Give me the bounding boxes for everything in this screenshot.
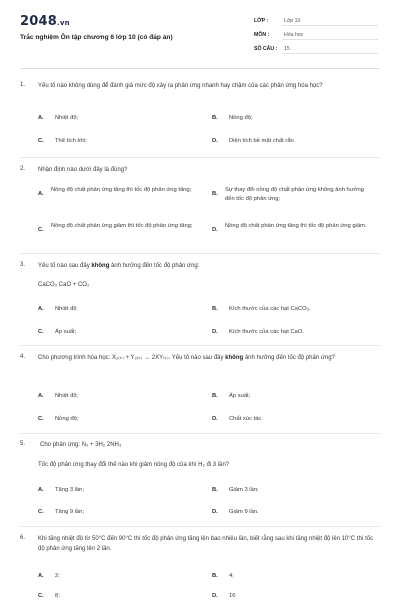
- option-letter: C.: [38, 138, 44, 144]
- logo-text: 2048: [20, 14, 57, 29]
- meta-underline: [282, 25, 378, 26]
- logo-suffix: .vn: [56, 19, 70, 27]
- option-text: Thể tích khí;: [55, 138, 87, 144]
- question-number: 2.: [20, 166, 26, 172]
- meta-value: Lớp 10: [284, 18, 301, 24]
- meta-key: SỐ CÂU :: [254, 46, 278, 52]
- option-letter: A.: [38, 115, 44, 121]
- question-sub-stem: Tốc độ phản ứng thay đổi thế nào khi giảm nồng độ của khí H₂ đi 3 lần?: [38, 462, 230, 468]
- question-stem: Khi tăng nhiệt độ từ 50°C đến 90°C thì tốc độ phản ứng tăng lên bao nhiêu lần, biết rằng sau khi tăng nhiệt độ lên 10°C thì tốc độ phản ứng tăng lên 2 lần.: [38, 536, 374, 552]
- question-number: 4.: [20, 354, 26, 360]
- question-stem: Yếu tố nào không dùng để đánh giá mức độ xảy ra phản ứng nhanh hay chậm của các phản ứng hóa học?: [38, 83, 323, 89]
- option-letter: B.: [212, 573, 218, 579]
- option-letter: C.: [38, 593, 44, 599]
- option-text: Diện tích bề mặt chất rắn: [229, 138, 294, 144]
- option-text: Tăng 3 lần;: [55, 487, 85, 493]
- reaction-formula: CaCO₃ CaO + CO₂: [38, 282, 90, 288]
- option-text: Nồng độ chất phản ứng tăng thì tốc độ phản ứng giảm.: [225, 223, 367, 229]
- option-text: Nhiệt độ;: [55, 115, 79, 121]
- option-text: Nhiệt độ;: [55, 393, 79, 399]
- option-letter: C.: [38, 509, 44, 515]
- option-text: Nồng độ chất phản ứng giảm thì tốc độ phản ứng tăng;: [51, 223, 193, 229]
- option-text: Nồng độ;: [229, 115, 253, 121]
- option-text: 4;: [229, 573, 234, 579]
- stem-emphasis: không: [91, 263, 110, 269]
- question-stem: Nhận định nào dưới đây là đúng?: [38, 167, 128, 173]
- option-text: Giảm 9 lần.: [229, 509, 259, 515]
- meta-key: MÔN :: [254, 32, 270, 38]
- site-logo[interactable]: [20, 14, 70, 29]
- option-text: Kích thước của các hạt CaO.: [229, 329, 305, 335]
- option-letter: A.: [38, 191, 44, 197]
- meta-key: LỚP :: [254, 18, 269, 24]
- page-header: [0, 0, 400, 66]
- question-divider: [20, 157, 380, 158]
- question-number: 1.: [20, 82, 26, 88]
- option-text: Giảm 3 lần;: [229, 487, 259, 493]
- option-text: 8;: [55, 593, 60, 599]
- option-letter: D.: [212, 416, 218, 422]
- option-text: Nhiệt độ: [55, 306, 77, 312]
- question-divider: [20, 433, 380, 434]
- question-divider: [20, 345, 380, 346]
- meta-value: 15: [284, 46, 290, 52]
- stem-text: Cho phương trình hóa học: X₂₍ₖ₎ + Y₂₍ₖ₎ → 2XY₍ₖ₎. Yếu tố nào sau đây: [38, 355, 226, 361]
- option-text: Kích thước của các hạt CaCO₃.: [229, 306, 311, 312]
- option-text: Áp suất;: [55, 329, 77, 335]
- option-text: 2;: [55, 573, 60, 579]
- option-letter: D.: [212, 329, 218, 335]
- option-text: Áp suất;: [229, 393, 251, 399]
- question-divider: [20, 253, 380, 254]
- stem-text: ảnh hưởng đến tốc độ phản ứng?: [243, 355, 335, 361]
- option-letter: D.: [212, 227, 218, 233]
- meta-underline: [282, 53, 378, 54]
- option-letter: C.: [38, 227, 44, 233]
- question-stem: [38, 354, 380, 364]
- question-stem: [38, 262, 380, 272]
- option-letter: B.: [212, 191, 218, 197]
- option-letter: C.: [38, 416, 44, 422]
- document-title: Trắc nghiệm Ôn tập chương 6 lớp 10 (có đáp án): [20, 34, 173, 41]
- meta-value: Hóa học: [284, 32, 304, 38]
- stem-text: ảnh hưởng đến tốc độ phản ứng:: [109, 263, 200, 269]
- option-letter: A.: [38, 487, 44, 493]
- option-letter: C.: [38, 329, 44, 335]
- option-text: Nồng độ chất phản ứng tăng thì tốc độ phản ứng tăng;: [51, 187, 192, 193]
- option-letter: B.: [212, 306, 218, 312]
- option-letter: B.: [212, 115, 218, 121]
- stem-emphasis: không: [225, 355, 244, 361]
- meta-underline: [282, 39, 378, 40]
- header-divider: [20, 68, 380, 69]
- option-letter: A.: [38, 573, 44, 579]
- option-letter: B.: [212, 393, 218, 399]
- option-text: Nồng độ;: [55, 416, 79, 422]
- question-number: 5.: [20, 441, 26, 447]
- question-stem: Cho phản ứng: N₂ + 3H₂ 2NH₃: [40, 442, 122, 448]
- option-letter: A.: [38, 393, 44, 399]
- option-letter: A.: [38, 306, 44, 312]
- option-text: 16: [229, 593, 236, 599]
- question-divider: [20, 526, 380, 527]
- option-letter: B.: [212, 487, 218, 493]
- option-text: Sự thay đổi nồng độ chất phản ứng không ảnh hưởng đến tốc độ phản ứng;: [225, 187, 364, 202]
- option-text: Tăng 9 lần;: [55, 509, 85, 515]
- option-text: Chất xúc tác.: [229, 416, 263, 422]
- question-number: 3.: [20, 262, 26, 268]
- option-letter: D.: [212, 138, 218, 144]
- option-letter: D.: [212, 593, 218, 599]
- option-letter: D.: [212, 509, 218, 515]
- stem-text: Yếu tố nào sau đây: [38, 263, 92, 269]
- question-number: 6.: [20, 535, 26, 541]
